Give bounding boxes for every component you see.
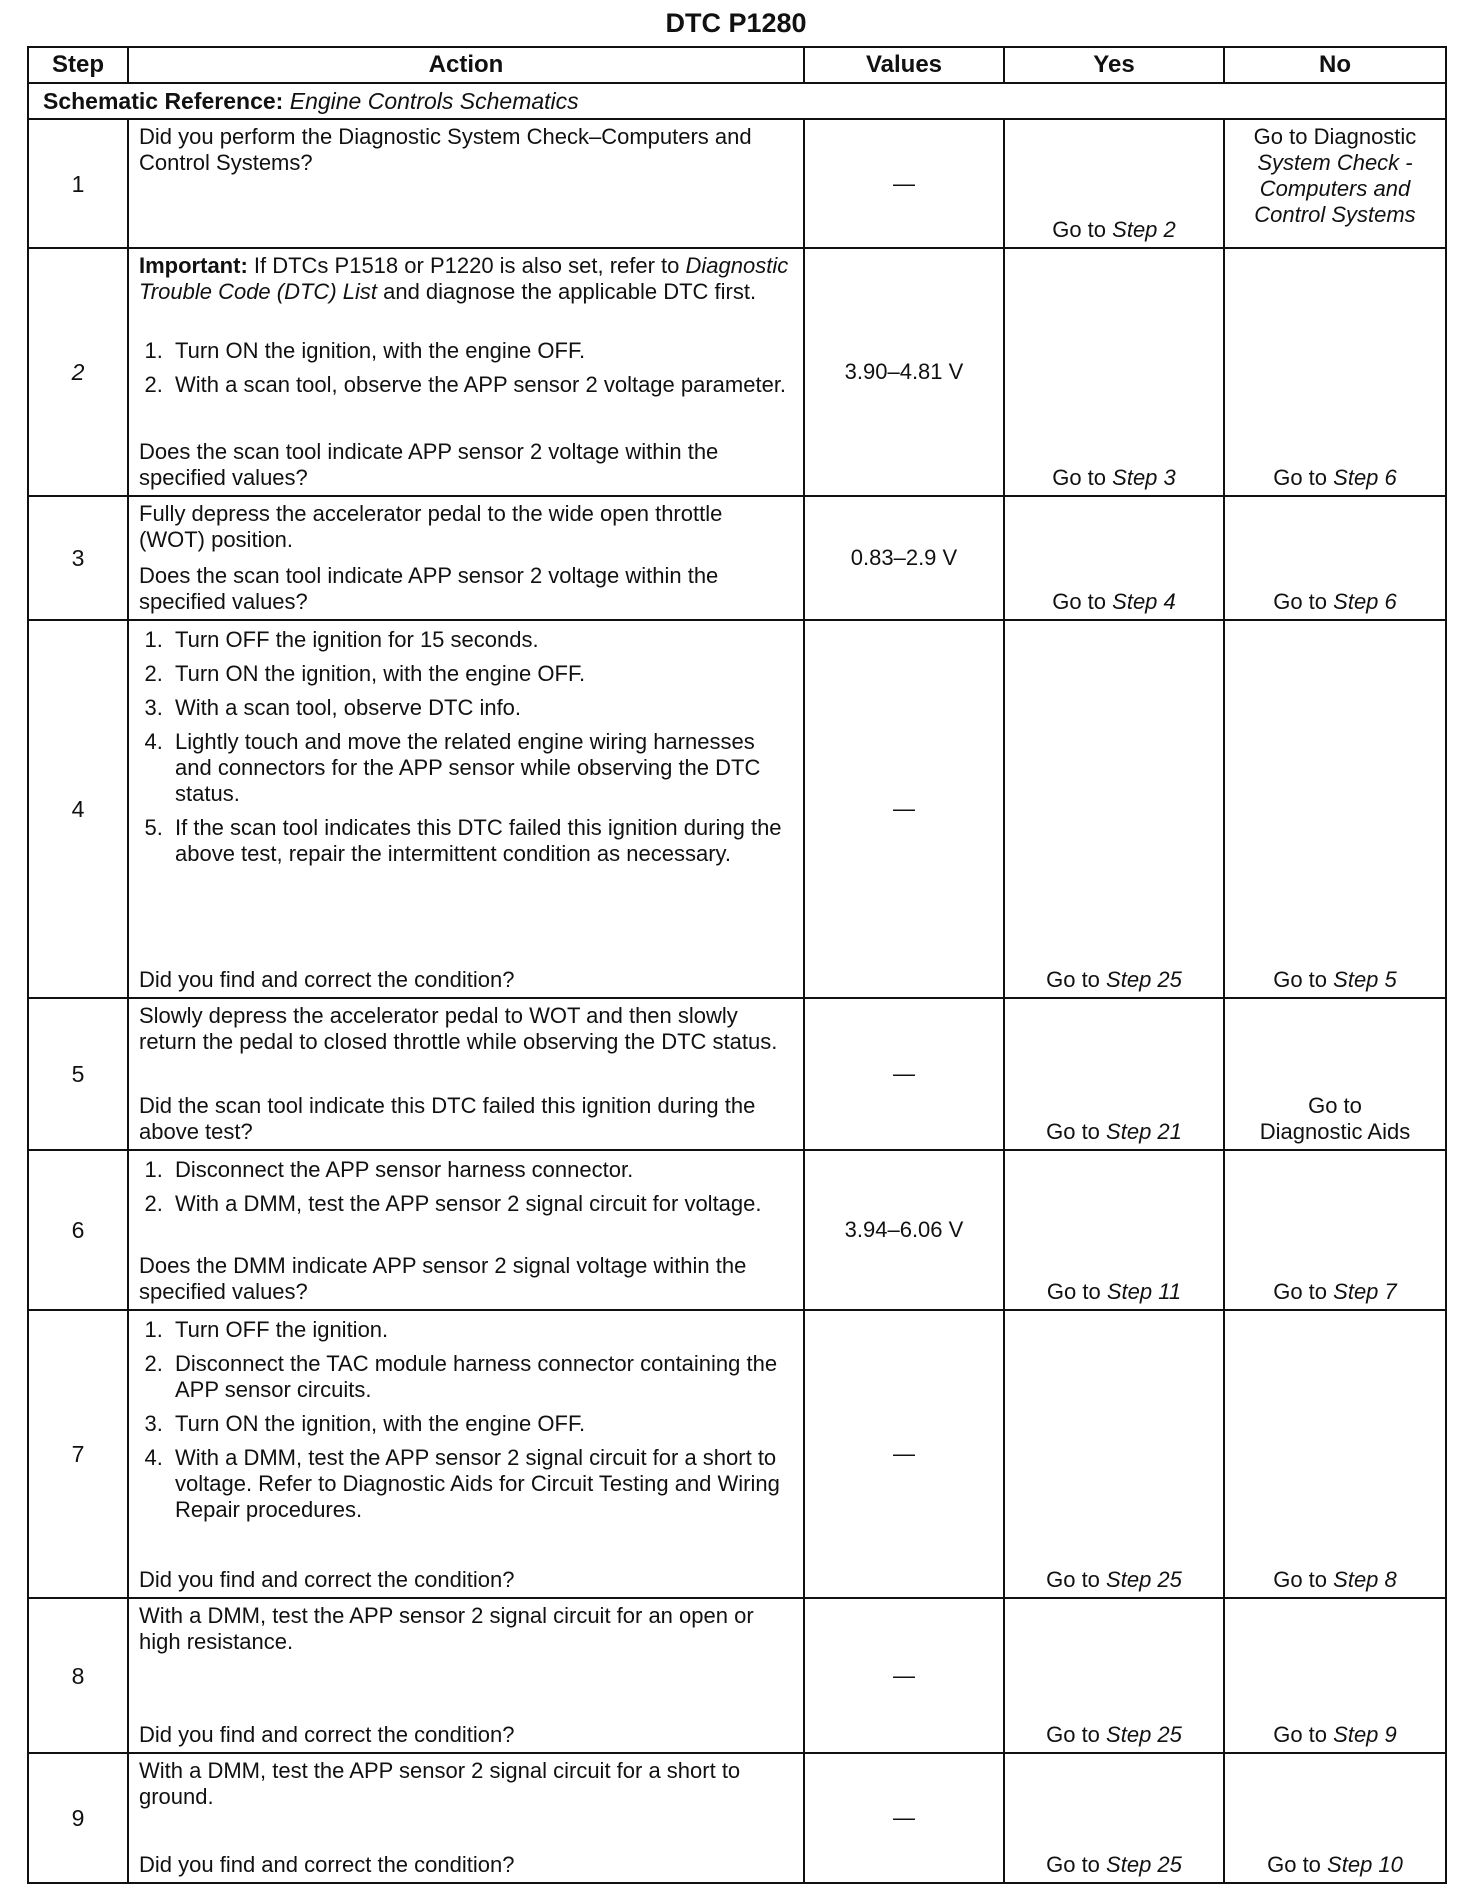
procedure-item: 2. With a DMM, test the APP sensor 2 signal circuit for voltage. <box>169 1191 793 1217</box>
yes-target[interactable]: Step 4 <box>1112 589 1176 614</box>
procedure-item: 2. Disconnect the TAC module harness connector containing the APP sensor circuits. <box>169 1351 793 1403</box>
no-target[interactable]: Step 6 <box>1333 589 1397 614</box>
procedure-item: 2. With a scan tool, observe the APP sensor 2 voltage parameter. <box>169 372 793 398</box>
no-cell[interactable] <box>1224 998 1446 1150</box>
action-cell <box>128 998 804 1150</box>
no-line[interactable]: Control Systems <box>1254 202 1416 227</box>
header-values: Values <box>804 47 1004 83</box>
no-target[interactable]: Step 7 <box>1333 1279 1397 1304</box>
step-number: 5 <box>28 998 128 1150</box>
no-target[interactable]: Step 9 <box>1333 1722 1397 1747</box>
no-cell[interactable] <box>1224 248 1446 496</box>
schematic-reference <box>28 83 1446 119</box>
procedure-item: 1. Turn OFF the ignition. <box>169 1317 793 1343</box>
no-line[interactable]: Computers and <box>1259 176 1411 201</box>
procedure-item: 1. Turn OFF the ignition for 15 seconds. <box>169 627 793 653</box>
yes-cell[interactable] <box>1004 1753 1224 1883</box>
procedure-item: 4. Lightly touch and move the related engine wiring harnesses and connectors for the APP sensor while observing the DTC status. <box>169 729 793 807</box>
diagnostic-table <box>27 46 1447 1884</box>
step-number: 3 <box>28 496 128 620</box>
action-question: Does the scan tool indicate APP sensor 2 voltage within the specified values? <box>139 439 719 490</box>
yes-cell[interactable] <box>1004 1150 1224 1310</box>
table-row <box>28 248 1446 496</box>
yes-target[interactable]: Step 25 <box>1106 1567 1182 1592</box>
go-to-label: Go to <box>1273 589 1328 614</box>
yes-target[interactable]: Step 25 <box>1106 967 1182 992</box>
no-target[interactable]: Step 5 <box>1333 967 1397 992</box>
procedure-list <box>139 1317 793 1531</box>
table-row <box>28 1150 1446 1310</box>
yes-cell[interactable] <box>1004 1598 1224 1753</box>
action-question: Does the scan tool indicate APP sensor 2 voltage within the specified values? <box>139 563 719 614</box>
go-to-label: Go to <box>1046 1722 1100 1747</box>
yes-cell[interactable] <box>1004 119 1224 248</box>
action-cell <box>128 119 804 248</box>
procedure-item: 5. If the scan tool indicates this DTC failed this ignition during the above test, repair the intermittent condition as necessary. <box>169 815 793 867</box>
no-cell[interactable] <box>1224 1753 1446 1883</box>
values-cell: — <box>804 1598 1004 1753</box>
table-row <box>28 620 1446 998</box>
procedure-item: 2. Turn ON the ignition, with the engine OFF. <box>169 661 793 687</box>
values-cell: — <box>804 620 1004 998</box>
procedure-item: 1. Turn ON the ignition, with the engine OFF. <box>169 338 793 364</box>
diagnostic-aids-link[interactable]: Diagnostic Aids <box>1259 1119 1411 1144</box>
no-cell[interactable] <box>1224 620 1446 998</box>
go-to-label: Go to <box>1267 1852 1321 1877</box>
go-to-label: Go to <box>1046 1852 1100 1877</box>
yes-target[interactable]: Step 2 <box>1112 217 1176 242</box>
go-to-label: Go to <box>1273 1722 1328 1747</box>
action-cell <box>128 1150 804 1310</box>
action-intro: Fully depress the accelerator pedal to the wide open throttle (WOT) position. <box>139 501 723 552</box>
go-to-label: Go to <box>1046 967 1100 992</box>
procedure-list <box>139 1157 793 1225</box>
no-cell[interactable] <box>1224 119 1446 248</box>
action-cell <box>128 248 804 496</box>
values-cell: — <box>804 1753 1004 1883</box>
action-question: Did you find and correct the condition? <box>139 1852 515 1877</box>
procedure-list <box>139 338 793 406</box>
go-to-label: Go to <box>1052 589 1107 614</box>
action-intro: With a DMM, test the APP sensor 2 signal circuit for an open or high resistance. <box>139 1603 754 1654</box>
action-question: Did the scan tool indicate this DTC failed this ignition during the above test? <box>139 1093 756 1144</box>
table-row <box>28 998 1446 1150</box>
important-text: If DTCs P1518 or P1220 is also set, refer to <box>247 253 686 278</box>
yes-cell[interactable] <box>1004 620 1224 998</box>
table-row <box>28 1753 1446 1883</box>
action-cell <box>128 1753 804 1883</box>
values-cell: 3.90–4.81 V <box>804 248 1004 496</box>
values-cell: — <box>804 119 1004 248</box>
procedure-item: 3. With a scan tool, observe DTC info. <box>169 695 793 721</box>
action-intro: Slowly depress the accelerator pedal to WOT and then slowly return the pedal to closed throttle while observing the DTC status. <box>139 1003 778 1054</box>
go-to-label: Go to <box>1046 1279 1101 1304</box>
no-cell[interactable] <box>1224 1598 1446 1753</box>
header-step: Step <box>28 47 128 83</box>
values-cell: — <box>804 998 1004 1150</box>
action-cell <box>128 1598 804 1753</box>
action-cell <box>128 1310 804 1598</box>
no-target[interactable]: Step 10 <box>1327 1852 1403 1877</box>
step-number: 1 <box>28 119 128 248</box>
yes-target[interactable]: Step 25 <box>1106 1722 1182 1747</box>
no-cell[interactable] <box>1224 1310 1446 1598</box>
header-row <box>28 47 1446 83</box>
important-label: Important: <box>139 253 248 278</box>
go-to-label: Go to <box>1273 465 1328 490</box>
step-number: 6 <box>28 1150 128 1310</box>
step-number: 4 <box>28 620 128 998</box>
go-to-label: Go to <box>1046 1119 1100 1144</box>
procedure-item: 1. Disconnect the APP sensor harness connector. <box>169 1157 793 1183</box>
no-target[interactable]: Step 8 <box>1333 1567 1397 1592</box>
table-row <box>28 119 1446 248</box>
yes-target[interactable]: Step 25 <box>1106 1852 1182 1877</box>
yes-cell[interactable] <box>1004 1310 1224 1598</box>
yes-target[interactable]: Step 3 <box>1112 465 1176 490</box>
no-cell[interactable] <box>1224 1150 1446 1310</box>
yes-cell[interactable] <box>1004 496 1224 620</box>
header-action: Action <box>128 47 804 83</box>
no-line[interactable]: System Check - <box>1257 150 1413 175</box>
values-cell: 0.83–2.9 V <box>804 496 1004 620</box>
table-row <box>28 1310 1446 1598</box>
procedure-item: 4. With a DMM, test the APP sensor 2 signal circuit for a short to voltage. Refer to Diagnostic Aids for Circuit Testing and Wiring Repair procedures. <box>169 1445 793 1523</box>
action-question: Did you find and correct the condition? <box>139 1567 515 1592</box>
values-cell: 3.94–6.06 V <box>804 1150 1004 1310</box>
procedure-item: 3. Turn ON the ignition, with the engine OFF. <box>169 1411 793 1437</box>
page-title: DTC P1280 <box>665 8 807 38</box>
action-cell <box>128 496 804 620</box>
go-to-label: Go to <box>1052 465 1107 490</box>
go-to-label: Go to <box>1046 1567 1100 1592</box>
table-row <box>28 496 1446 620</box>
action-question: Did you find and correct the condition? <box>139 1722 515 1747</box>
values-cell: — <box>804 1310 1004 1598</box>
action-question: Did you find and correct the condition? <box>139 967 515 992</box>
step-number: 7 <box>28 1310 128 1598</box>
action-question: Does the DMM indicate APP sensor 2 signal voltage within the specified values? <box>139 1253 747 1304</box>
yes-cell[interactable] <box>1004 248 1224 496</box>
no-line: Go to Diagnostic <box>1253 124 1417 149</box>
step-number: 9 <box>28 1753 128 1883</box>
procedure-list <box>139 627 793 875</box>
table-row <box>28 1598 1446 1753</box>
yes-target[interactable]: Step 21 <box>1106 1119 1182 1144</box>
no-line: Go to <box>1308 1093 1362 1118</box>
action-cell <box>128 620 804 998</box>
important-text: and diagnose the applicable DTC first. <box>377 279 757 304</box>
schematic-row <box>28 83 1446 119</box>
yes-cell[interactable] <box>1004 998 1224 1150</box>
header-no: No <box>1224 47 1446 83</box>
go-to-label: Go to <box>1273 1567 1328 1592</box>
schematic-link[interactable]: Engine Controls Schematics <box>289 88 579 114</box>
go-to-label: Go to <box>1273 1279 1328 1304</box>
step-number: 8 <box>28 1598 128 1753</box>
yes-target[interactable]: Step 11 <box>1106 1279 1182 1304</box>
action-question: Did you perform the Diagnostic System Check–Computers and Control Systems? <box>139 124 752 175</box>
dtc-list-link[interactable]: Diagnostic Trouble Code (DTC) List <box>139 253 789 304</box>
no-target[interactable]: Step 6 <box>1333 465 1397 490</box>
schematic-label: Schematic Reference: <box>43 88 284 114</box>
action-intro: With a DMM, test the APP sensor 2 signal circuit for a short to ground. <box>139 1758 741 1809</box>
header-yes: Yes <box>1004 47 1224 83</box>
no-cell[interactable] <box>1224 496 1446 620</box>
go-to-label: Go to <box>1273 967 1328 992</box>
important-note <box>139 253 793 305</box>
step-number: 2 <box>28 248 128 496</box>
go-to-label: Go to <box>1052 217 1107 242</box>
